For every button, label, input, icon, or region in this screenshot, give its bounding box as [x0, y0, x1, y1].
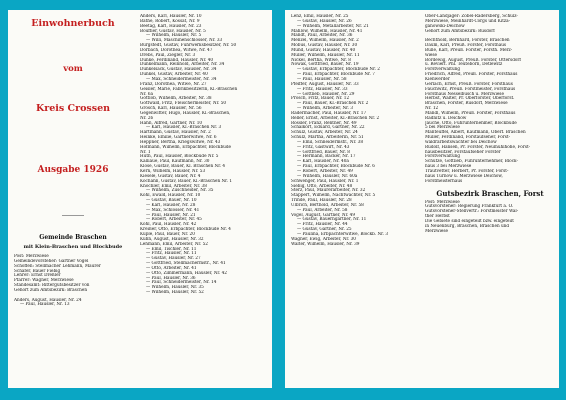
list-item: Kienwerder: [425, 76, 450, 81]
list-item: wiese: [425, 52, 438, 57]
list-item: — Paul, Erbpächter, Blockbude Nr. 7: [297, 72, 375, 77]
list-item: Rädnitz u. Deichow: [425, 115, 467, 120]
list-item: Schäfer, Bauer Fiebig: [14, 268, 61, 273]
resident-list: [291, 14, 419, 247]
list-item: Daum, Karl, Preuß. Förster, Forsthaus: [425, 43, 507, 48]
list-item: Hahn, Alfred, Gärtner, Nr. 10: [140, 120, 203, 125]
list-item: Gerlach, Ernst, Preuß. Förster, Forsthaus: [425, 81, 513, 86]
list-item: Trautvetter, Herbert, Pr. Förster, Forst-: [425, 169, 509, 173]
list-item: Sterz, Paul, Maurerarbeiter, Nr. 32: [291, 188, 366, 193]
list-item: — Paul, Erbpächter, Blockbude Nr. 6: [297, 164, 375, 169]
list-item: Heinke, Emilie, Gärtnerwitwe, Nr. 6: [140, 135, 217, 140]
list-item: Nr. 12: [425, 106, 439, 111]
list-item: — Willi, Maschinenschlosser, Nr. 33: [146, 38, 223, 43]
list-item: Merzwiese: [425, 228, 449, 233]
list-item: — Wilhelm, Häusler, Nr. 5: [146, 33, 202, 38]
list-item: Huth, Paul, Häusler, Blockbude Nr. 5: [140, 154, 219, 159]
forestry-list: [425, 14, 555, 184]
list-item: Burgstedt, Gustav, Fuhrwerksbesitzer, Nr. 50: [140, 43, 237, 48]
list-item: Kohl, Paul, Häusler, Nr. 42: [140, 222, 197, 227]
list-item: Kochann, Gustav, Bauer, Kl.-Braschen Nr. 1: [140, 178, 233, 183]
list-item: Dunkelmann, Reinhold, Arbeiter, Nr. 34: [140, 62, 225, 67]
list-item: Klose, Gustav, Bauer, Kl. Braschen Nr. 4: [140, 164, 226, 169]
list-item: Forstverwaltung: [425, 154, 461, 159]
list-item: Fauchwitz, Preuß. Forstmeister, Forsthaus: [425, 86, 516, 91]
list-item: Mund, Gustav, Häusler, Nr. 40: [291, 47, 356, 52]
list-item: — Paul, Häusler, Nr. 36: [146, 275, 196, 280]
list-item: Grosch, Karl, Häusler, Nr. 56: [140, 106, 202, 111]
list-item: ther Herbst: [425, 214, 450, 219]
list-item: — Fritz, Häusler, Nr. 44: [297, 222, 348, 227]
list-item: Schöffen: Stellmacher Lehmann, Maurer: [14, 263, 101, 268]
list-item: — Gottfried, Bauer, Nr. 8: [297, 149, 350, 154]
list-item: Lehrer: Ernst Dreßler: [14, 273, 61, 278]
list-item: Nr. 26: [140, 115, 154, 120]
list-item: — Paul, Häusler, Nr. 21: [146, 212, 196, 217]
list-item: Mandl, Wilhelm, Preuß. Förster, Forsthaus: [425, 110, 516, 115]
list-item: — Paul, Häusler, Nr. 58: [297, 76, 347, 81]
list-item: Forstmeisterhaus: [425, 178, 463, 183]
list-item: — Gustav, Bauer, Nr. 10: [146, 198, 197, 203]
list-item: — Max, Schlosser, Nr. 41: [146, 207, 200, 212]
list-item: — Wilhelm, Zuschneider, Nr. 35: [146, 188, 214, 193]
list-item: — Paul, Bauer, Kl.-Braschen Nr. 2: [297, 101, 369, 106]
list-item: Kuhn, August, Häusler, Nr. 32: [140, 236, 204, 241]
list-item: Geisler, Marie, Fabrikbesitzerin, Kl.-Braschen: [140, 86, 238, 91]
list-item: Ulbrich, Berthold, Arbeiter, Nr. 58: [291, 202, 364, 207]
gemeinde-info-list: [14, 254, 132, 307]
right-page: [285, 10, 559, 388]
list-item: Heppner, Bertha, Kriegswitwe, Nr. 43: [140, 139, 221, 144]
list-item: Prosch, Fritz, Bauer, Nr. 12: [291, 96, 350, 101]
list-item: — Gottlieb, Häusler, Nr. 29: [297, 91, 355, 96]
list-item: — Fritz, Gastwirt, Nr. 43: [297, 144, 350, 149]
list-item: Menzel, Wilhelm, Häusler, Nr. 2: [291, 38, 359, 43]
list-item: Dunkel, Gustav, Arbeiter, Nr. 40: [140, 72, 208, 77]
list-item: Hartmann, Gustav, Häusler, Nr. 2: [140, 130, 211, 135]
list-item: — Wilhelm, Häusler, Nr. 35: [146, 285, 204, 290]
list-item: — Wilhelm, Häusler, Nr. 60a: [297, 173, 358, 178]
list-item: — Paulina, Erbpächterwitwe, Blockb. Nr. 3: [297, 231, 389, 236]
list-item: — Wilhelm, Häusler, Nr. 52: [146, 290, 204, 295]
list-item: Kuple, Paul, Bauer, Nr. 20: [140, 231, 195, 236]
list-item: Rössler, Franz, Rentner, Nr. 49: [291, 120, 357, 125]
left-page-column-1: [14, 14, 132, 384]
list-item: Kohl, Ewald, Häusler, Nr. 10: [140, 193, 201, 198]
list-item: — Emil, Tischler, Nr. 11: [146, 246, 197, 251]
list-item: Gutsvorsteher: Regierung Frankfurt a. O.: [425, 204, 514, 209]
list-item: Knöchler, Emil, Arbeiter, Nr. 38: [140, 183, 207, 188]
list-item: Nr. 6a: [140, 91, 154, 96]
gutsbezirk-info-list: [425, 200, 555, 234]
list-item: Bechthold, Bernhard, Förster, Braschen: [425, 38, 510, 43]
list-item: Friedrich, Alfred, Preuß. Förster, Forsthaus: [425, 72, 518, 77]
list-item: — Hermann, Bäcker, Nr. 17: [297, 154, 356, 159]
list-item: Merzwiese, Meinhardt-Cörgs und Kitza-: [425, 18, 511, 23]
list-item: Die Gebiete sind eingeteilt bzw. eingeteilt: [425, 218, 514, 223]
list-item: — Wilhelm, Arbeiter, Nr. 3: [297, 106, 353, 111]
list-item: u. Revierf. Phl. Teuteborn, Detlewitz: [425, 62, 503, 67]
list-item: — Paul, Arbeiter, Nr. 58: [297, 207, 348, 212]
gemeinde-heading: Gemeinde Braschen: [39, 234, 107, 241]
list-item: — Karl, Häusler, Nr. 40a: [297, 159, 349, 164]
list-item: haus Turnow u. Merzwiese Deichow,: [425, 173, 503, 178]
gutsbezirk-heading: Gutsbezirk Braschen, Forst: [436, 188, 544, 198]
title-block: [14, 18, 132, 216]
list-item: Post: Merzwiese: [425, 199, 460, 204]
list-item: Schulz, Gustav, Arbeiter, Nr. 24: [291, 130, 358, 135]
list-item: Schütze, Gottlieb, Fuhrunternehmer, Block-: [425, 159, 518, 164]
list-item: — Gustav, Gärtner, Nr. 25: [297, 227, 352, 232]
list-item: Forsthaus Nesselbusch u. Merzwiese: [425, 91, 504, 96]
list-item: Post: Merzwiese: [14, 254, 49, 258]
list-item: Schalkort, Eduard, Gärtner, Nr. 22: [291, 125, 365, 130]
list-item: Gegenwitter, Hugo, Häusler, Kl.-Braschen,: [140, 110, 231, 115]
list-item: Pfarrer: Wagner, Merzwiese: [14, 278, 74, 283]
list-item: — Fritz, Häusler, Nr. 33: [297, 86, 348, 91]
list-item: Nr. 1: [140, 149, 151, 154]
list-item: Bulle, Karl, Preuß. Förster, Forsth. Merz-: [425, 47, 513, 52]
list-item: Franz, Dorothea, Witwe, Nr. 27: [140, 81, 207, 86]
list-item: — Gustav, Erbpächter, Blockbude Nr. 2: [297, 67, 380, 72]
list-item: Nowak, Gottfried, Bauer, Nr. 19: [291, 62, 359, 67]
list-item: Beetag, Karl, Häusler, Nr. 23: [140, 23, 202, 28]
list-item: Reller, Ernst, Arbeiter, Kl.-Braschen Nr. 2: [291, 115, 380, 120]
list-item: Kalliaue, Paul, Kaufmann, Nr. 30: [140, 159, 210, 164]
title-vom: vom: [63, 64, 83, 74]
list-item: Gottwald, Fritz, Fleischermeister, Nr. 50: [140, 101, 227, 106]
resident-list: [140, 14, 268, 295]
list-item: Radermacher, Paul, Häusler, Nr. 17: [291, 110, 367, 115]
list-item: Bathe, Robert, Kossät, Nr. 9: [140, 18, 200, 23]
divider: [62, 215, 84, 216]
list-item: Jauche, Otto, Fuhrunternehmer, Blockbude: [425, 120, 517, 125]
list-item: Lenz, Emil, Häusler, Nr. 25: [291, 14, 349, 18]
list-item: Stappert, Wilhelm, Nachtwächter, Nr. 5: [291, 193, 376, 198]
list-item: Walter, Wilhelm, Häusler, Nr. 39: [291, 241, 360, 246]
list-item: waldrarbeitswächter bei Deichow: [425, 139, 497, 144]
list-item: Dorbach, Dorothea, Witwe, Nr. 47: [140, 47, 213, 52]
list-item: Trinde, Paul, Häusler, Nr. 28: [291, 198, 352, 203]
list-item: Wagner, Ewig, Arbeiter, Nr. 30: [291, 236, 356, 241]
list-item: Kern, Wilhelm, Häusler, Nr. 53: [140, 169, 206, 173]
list-item: — Paul, Schneidermeister, Nr. 14: [146, 280, 217, 285]
list-item: Nickel, Bertha, Witwe, Nr. 8: [291, 57, 351, 62]
right-page-column-1: [291, 14, 419, 384]
list-item: in Neuenburg, Braschen, Braschen und: [425, 223, 510, 228]
list-item: — Gustav, Bauerngärtner, Nr. 11: [297, 217, 367, 222]
list-item: — Paul, Häusler, Nr. 13: [20, 302, 70, 307]
list-item: Herbst, Walter, Pr. Oberförster, Oberförst.: [425, 96, 515, 101]
left-page: [8, 10, 272, 388]
list-item: Bordewig, August, Preuß. Förster, Ottersdorf: [425, 57, 521, 62]
list-item: — Karl, Häusler, Kl.-Braschen Nr. 3: [146, 125, 222, 130]
list-item: Gehört zum Amtsbezirk: Braschen: [14, 287, 88, 292]
list-item: Drebs, Paul, Ziegler, Nr. 3: [140, 52, 196, 57]
list-item: — Robert, Arbeiter, Nr. 45: [146, 217, 202, 222]
list-item: Bouffier, Gustav, Häusler, Nr. 5: [140, 28, 206, 33]
list-item: haus 3 bei Merzwiese: [425, 164, 472, 169]
list-item: — Emil, Schneidermstr., Nr. 38: [297, 139, 364, 144]
list-item: Anders, Karl, Häusler, Nr. 10: [140, 14, 202, 18]
list-item: Schulz, Martha, Arbeiterin, Nr. 51: [291, 135, 364, 140]
list-item: — Gustav, Häusler, Nr. 27: [146, 256, 201, 261]
list-item: Pfeiffer, August, Häusler, Nr. 33: [291, 81, 359, 86]
gemeinde-subheading: mit Klein-Braschen und Blockbude: [23, 244, 123, 250]
list-item: Ober-Landjäger: Zobel-Rädersberg, Schulz-: [425, 14, 518, 18]
list-item: Müller, Wilhelm, Häusler, Nr. 11: [291, 52, 360, 57]
list-item: Möbus, Gustav, Häusler, Nr. 30: [291, 43, 358, 48]
list-item: Standesamt: Rittergutsbesitzer von: [14, 283, 90, 288]
list-item: Hofmann, Wilhelm, Erbpächter, Blockbude: [140, 144, 231, 149]
list-item: Vogel, August, Gärtner, Nr. 49: [291, 212, 356, 217]
list-item: Braschen, Förster, Rusdorf, Merzwiese: [425, 101, 508, 106]
list-item: Rudolf, Hansen, Pr. Förster, Neumühlhöhe, Forst-: [425, 144, 531, 149]
list-item: Anders, August, Häusler, Nr. 24: [14, 297, 82, 302]
list-item: ganowski-Deichow: [425, 23, 465, 28]
list-item: — Otto, Arbeiter, Nr. 41: [146, 265, 197, 270]
list-item: — Robert, Arbeiter, Nr. 49: [297, 169, 353, 173]
list-item: Kiesele, Gustav, Bauer, Nr. 4: [140, 173, 201, 178]
list-item: Dunke, Ferdinand, Häusler, Nr. 40: [140, 57, 214, 62]
list-item: Mandt, Paul, Arbeiter, Nr. 36: [291, 33, 353, 38]
list-item: Gemeindevorsteher: Gärtner Vogel: [14, 258, 89, 263]
list-item: Schwenger, Paul, Häusler, Nr. 1: [291, 178, 359, 183]
right-page-column-2: [425, 14, 555, 384]
list-item: — Otto, Zimmermann, Häusler, Nr. 42: [146, 270, 227, 275]
list-item: Dunkelsack, Gustav, Häusler, Nr. 34: [140, 67, 217, 72]
left-page-column-2: [140, 14, 268, 384]
list-item: hausbesitzer, Forstaufseher Förster: [425, 149, 501, 154]
title-kreis-crossen: Kreis Crossen: [35, 103, 111, 114]
list-item: — Gustav, Häusler, Nr. 26: [297, 18, 352, 23]
list-item: Lehmann, Emil, Arbeiter, Nr. 52: [140, 241, 208, 246]
list-item: Manteuffel, Albert, Kaufmann, Oberf. Braschen: [425, 130, 526, 135]
list-item: Mahlow, Wilhelm, Häusler, Nr. 41: [291, 28, 363, 33]
list-item: — Max, Schneidermeister, Nr. 34: [146, 76, 217, 81]
list-item: Kreißer, Otto, Erbpächter, Blockbude Nr. 4: [140, 227, 231, 232]
list-item: Gottlob, Wilhelm, Arbeiter, Nr. 38: [140, 96, 212, 101]
list-item: — Gottfried, Stellmachermstr., Nr. 41: [146, 261, 226, 266]
title-einwohnerbuch: Einwohnerbuch: [31, 18, 115, 29]
list-item: Forstverwaltung: [425, 67, 461, 72]
list-item: — Wilhelm, Metallarbeiter, Nr. 21: [297, 23, 369, 28]
list-item: — Karl, Häusler, Nr. 28: [146, 202, 196, 207]
list-item: Gehört zum Amtsbezirk: Rusdorf: [425, 28, 495, 33]
title-ausgabe: Ausgabe 1926: [37, 165, 109, 175]
list-item: 5 bei Merzwiese: [425, 125, 460, 130]
list-item: Müller, Ferdinand, Forstaufseher, Forst-: [425, 135, 510, 140]
list-item: Gutsvorsteher-Stellvertr.: Forstmeister Wal-: [425, 209, 519, 214]
list-item: — Fritz, Häusler, Nr. 11: [146, 251, 197, 256]
list-item: Siebig, Otto, Arbeiter, Nr. 48: [291, 183, 353, 188]
